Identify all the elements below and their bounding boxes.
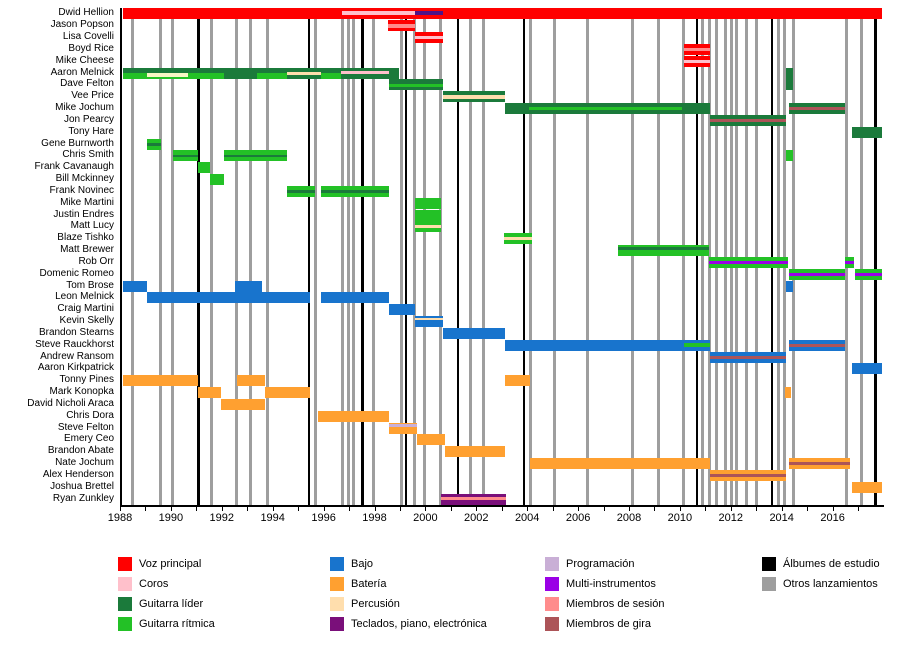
timeline-bar-bass [505,340,684,351]
timeline-bar-drums [417,434,445,445]
release-line-other [529,8,532,505]
timeline-bar-bass [389,304,414,315]
timeline-bar-bass [684,340,709,351]
bar-stripe-rhythm_guitar [123,73,147,79]
bar-stripe-session [388,24,415,27]
timeline-bar-drums [530,458,709,469]
legend-swatch-lead_guitar [118,597,132,611]
timeline-bar-keyboards [441,494,506,505]
legend-label: Programación [566,558,635,570]
bar-stripe-session [441,497,506,500]
legend-swatch-lead_vocals [118,557,132,571]
timeline-bar-rhythm_guitar [709,257,788,268]
release-line-other [171,8,174,505]
member-label: Justin Endres [53,208,114,220]
timeline-bar-lead_guitar [123,68,147,79]
timeline-bar-lead_vocals [123,8,342,19]
legend-swatch-multi [545,577,559,591]
timeline-bar-lead_guitar [188,68,224,79]
bar-stripe-touring [789,462,850,465]
timeline-bar-drums [789,458,850,469]
release-line-other [482,8,485,505]
axis-year-label: 2016 [820,512,845,524]
axis-tick [756,507,757,511]
member-label: Jon Pearcy [63,113,114,125]
timeline-bar-bass [786,281,792,292]
legend-label: Bajo [351,558,374,570]
bar-stripe-touring [789,107,845,110]
member-label: Tonny Pines [59,374,114,386]
legend-swatch-keyboards [330,617,344,631]
axis-year-label: 2012 [718,512,744,524]
release-line-other [553,8,556,505]
axis-tick [425,507,426,511]
release-line-other [131,8,134,505]
timeline-bar-rhythm_guitar [789,269,845,280]
timeline-bar-lead_guitar [852,127,881,138]
timeline-bar-lead_guitar [529,103,682,114]
member-label: Gene Burnworth [41,137,114,149]
timeline-bar-rhythm_guitar [287,186,315,197]
axis-tick [145,507,146,511]
member-label: Craig Martini [57,303,114,315]
member-label: Matt Lucy [70,220,114,232]
bar-stripe-programming [389,424,417,427]
axis-tick [120,507,121,511]
member-label: Domenic Romeo [39,267,114,279]
bar-stripe-percussion [287,72,320,75]
release-line-other [210,8,213,505]
timeline-bar-lead_guitar [147,68,188,79]
timeline-bar-drums [221,399,264,410]
axis-tick [502,507,503,511]
release-line-album [197,8,200,505]
timeline-bar-rhythm_guitar [415,198,442,209]
bar-stripe-lead_guitar [321,190,390,193]
member-label: Frank Cavanaugh [34,161,114,173]
bar-stripe-backing_vocals [684,60,709,63]
member-label: Frank Novinec [49,184,114,196]
timeline-bar-rhythm_guitar [786,150,792,161]
member-name-labels [0,8,114,505]
axis-year-label: 2010 [667,512,693,524]
axis-tick [324,507,325,511]
axis-year-label: 2000 [413,512,438,524]
member-label: Lisa Covelli [62,31,114,43]
member-label: Jason Popson [50,19,114,31]
legend-label: Coros [139,578,169,590]
timeline-bar-bass [147,292,310,303]
axis-tick [578,507,579,511]
legend-label: Guitarra rítmica [139,618,215,630]
legend-swatch-rhythm_guitar [118,617,132,631]
bar-stripe-multi [789,273,845,276]
axis-tick [833,507,834,511]
release-line-other [701,8,704,505]
timeline-bar-drums [318,411,389,422]
release-line-other [235,8,238,505]
axis-tick [680,507,681,511]
bar-stripe-lead_guitar [173,155,198,158]
timeline-bar-lead_guitar [443,91,505,102]
member-label: Andrew Ransom [40,350,114,362]
axis-year-label: 2006 [565,512,591,524]
bar-stripe-multi [709,261,788,264]
release-line-other [586,8,589,505]
bar-stripe-touring [789,344,845,347]
release-line-other [657,8,660,505]
timeline-bar-lead_guitar [287,68,320,79]
bar-stripe-touring [710,356,786,359]
member-label: Mike Jochum [55,102,114,114]
member-label: Vee Price [71,90,114,102]
timeline-bar-rhythm_guitar [173,150,198,161]
timeline-bar-rhythm_guitar [845,257,854,268]
bar-stripe-rhythm_guitar [389,84,442,87]
timeline-bar-bass [789,340,845,351]
timeline-bar-rhythm_guitar [415,221,442,232]
timeline-bar-lead_guitar [786,79,792,90]
member-label: Aaron Melnick [50,66,114,78]
x-axis [107,505,882,527]
timeline-bar-lead_guitar [224,68,257,79]
timeline-bar-lead_guitar [389,79,442,90]
release-line-album [457,8,460,505]
timeline-bar-rhythm_guitar [210,174,224,185]
member-label: Bill Mckinney [55,173,114,185]
timeline-bar-lead_vocals [443,8,882,19]
member-label: Nate Jochum [55,457,114,469]
timeline-bar-lead_guitar [789,103,845,114]
legend-swatch-backing_vocals [118,577,132,591]
member-label: Dave Felton [60,78,114,90]
bar-stripe-rhythm_guitar [188,73,224,79]
timeline-bar-lead_vocals [684,56,709,67]
legend-swatch-touring [545,617,559,631]
timeline-bar-lead_guitar [786,68,792,79]
bar-stripe-rhythm_guitar [257,73,288,79]
bar-stripe-rhythm_guitar [321,73,341,79]
legend-label: Batería [351,578,387,590]
axis-year-label: 1990 [158,512,184,524]
timeline-bar-lead_guitar [682,103,710,114]
release-line-other [631,8,634,505]
legend-label: Voz principal [139,558,202,570]
bar-stripe-percussion [443,95,505,98]
release-line-other [249,8,252,505]
axis-tick [654,507,655,511]
axis-year-label: 1994 [260,512,285,524]
member-label: Rob Orr [78,255,114,267]
legend-label: Guitarra líder [139,598,204,610]
bar-stripe-backing_vocals [342,11,415,14]
release-line-other [469,8,472,505]
timeline-bar-lead_vocals [415,32,443,43]
axis-year-label: 1996 [311,512,336,524]
bar-stripe-percussion [415,318,443,321]
timeline-bar-drums [785,387,791,398]
timeline-bar-bass [710,352,786,363]
timeline-bar-rhythm_guitar [415,210,442,221]
timeline-bar-bass [321,292,390,303]
bar-stripe-multi [845,261,854,264]
legend-label: Teclados, piano, electrónica [351,618,487,630]
axis-year-label: 2002 [464,512,489,524]
member-label: Chris Dora [66,409,114,421]
timeline-bar-drums [852,482,881,493]
release-line-other [314,8,317,505]
axis-tick [476,507,477,511]
timeline-bar-lead_guitar [257,68,288,79]
release-line-album [696,8,699,505]
bar-stripe-lead_guitar [287,190,315,193]
timeline-plot-area [120,8,884,507]
release-line-album [308,8,311,505]
bar-stripe-cream [147,75,188,77]
release-line-other [792,8,795,505]
member-label: David Nicholi Araca [27,397,114,409]
axis-tick [222,507,223,511]
axis-year-label: 2014 [769,512,794,524]
axis-tick [247,507,248,511]
axis-year-label: 2008 [616,512,642,524]
release-line-album [874,8,877,505]
release-line-other [347,8,350,505]
legend-swatch-other [762,577,776,591]
legend-swatch-album [762,557,776,571]
axis-year-label: 2004 [514,512,540,524]
bar-stripe-session [684,48,709,51]
release-line-other [372,8,375,505]
legend-label: Otros lanzamientos [783,578,878,590]
legend [0,556,900,648]
timeline-bar-bass [415,316,443,327]
bar-stripe-cream [147,73,188,75]
member-label: Dwid Hellion [58,7,114,19]
member-label: Steve Felton [57,421,114,433]
legend-label: Miembros de sesión [566,598,665,610]
timeline-bar-rhythm_guitar [618,245,708,256]
legend-swatch-drums [330,577,344,591]
timeline-bar-lead_guitar [341,68,389,79]
timeline-bar-drums [237,375,265,386]
axis-tick [858,507,859,511]
timeline-bar-lead_vocals [388,20,415,31]
timeline-bar-lead_guitar [321,68,341,79]
bar-stripe-multi [855,273,882,276]
member-label: Aaron Kirkpatrick [37,362,114,374]
timeline-bar-drums [710,470,786,481]
timeline-bar-bass [443,328,505,339]
timeline-bar-drums [389,423,417,434]
legend-swatch-percussion [330,597,344,611]
axis-tick [196,507,197,511]
timeline-bar-drums [123,375,198,386]
member-label: Brandon Abate [47,445,114,457]
bar-stripe-rhythm_guitar [684,343,709,347]
axis-tick [451,507,452,511]
member-label: Tony Hare [68,125,114,137]
axis-tick [782,507,783,511]
timeline-bar-rhythm_guitar [147,139,161,150]
axis-tick [349,507,350,511]
timeline-bar-rhythm_guitar [198,162,209,173]
axis-tick [705,507,706,511]
timeline-bar-rhythm_guitar [321,186,390,197]
legend-label: Percusión [351,598,400,610]
axis-tick [807,507,808,511]
release-line-other [860,8,863,505]
bar-stripe-backing_vocals [341,71,389,74]
axis-year-label: 1992 [209,512,235,524]
release-line-other [682,8,685,505]
timeline-bar-drums [445,446,505,457]
release-line-other [266,8,269,505]
member-label: Ryan Zunkley [52,492,114,504]
member-label: Kevin Skelly [59,315,114,327]
member-label: Boyd Rice [68,42,114,54]
release-line-other [352,8,355,505]
member-label: Tom Brose [66,279,114,291]
timeline-bar-rhythm_guitar [504,233,532,244]
axis-tick [604,507,605,511]
axis-year-label: 1988 [107,512,133,524]
bar-stripe-percussion [415,225,442,228]
member-label: Mike Cheese [55,54,114,66]
timeline-bar-lead_vocals [342,8,415,19]
legend-swatch-bass [330,557,344,571]
member-label: Steve Rauckhorst [35,338,114,350]
axis-tick [400,507,401,511]
member-label: Joshua Brettel [50,480,114,492]
timeline-bar-lead_guitar [710,115,786,126]
axis-tick [731,507,732,511]
timeline-bar-bass [123,281,147,292]
release-line-album [523,8,526,505]
legend-swatch-programming [545,557,559,571]
release-line-album [361,8,364,505]
bar-stripe-touring [710,474,786,477]
timeline-bar-bass [235,281,262,292]
timeline-bar-lead_guitar [505,103,529,114]
bar-stripe-percussion [504,237,532,240]
member-label: Leon Melnick [55,291,114,303]
bar-stripe-lead_guitar [618,247,708,250]
member-label: Alex Henderson [42,468,114,480]
axis-tick [171,507,172,511]
member-label: Brandon Stearns [38,326,114,338]
timeline-bar-lead_vocals [415,8,443,19]
bar-stripe-lead_guitar [147,143,161,146]
member-label: Emery Ceo [63,433,114,445]
timeline-bar-lead_vocals [684,44,709,55]
timeline-bar-rhythm_guitar [855,269,882,280]
bar-stripe-lead_guitar [224,155,288,158]
legend-label: Multi-instrumentos [566,578,656,590]
member-label: Matt Brewer [60,244,114,256]
timeline-bar-drums [505,375,530,386]
legend-swatch-session [545,597,559,611]
bar-stripe-keys_dark [415,11,443,14]
release-line-other [341,8,344,505]
bar-stripe-rhythm_guitar [529,107,682,110]
member-label: Chris Smith [62,149,114,161]
member-label: Mike Martini [60,196,114,208]
timeline-bar-bass [852,363,881,374]
member-label: Mark Konopka [49,386,114,398]
bar-stripe-touring [710,119,786,122]
axis-tick [273,507,274,511]
axis-tick [629,507,630,511]
legend-label: Miembros de gira [566,618,651,630]
axis-tick [527,507,528,511]
axis-tick [298,507,299,511]
timeline-bar-lead_guitar [389,68,399,79]
legend-label: Álbumes de estudio [783,558,880,570]
axis-year-label: 1998 [362,512,387,524]
member-label: Blaze Tishko [57,232,114,244]
timeline-bar-drums [265,387,311,398]
axis-tick [375,507,376,511]
timeline-bar-rhythm_guitar [224,150,288,161]
bar-stripe-backing_vocals [415,36,443,39]
release-line-other [159,8,162,505]
axis-tick [553,507,554,511]
timeline-bar-drums [198,387,221,398]
